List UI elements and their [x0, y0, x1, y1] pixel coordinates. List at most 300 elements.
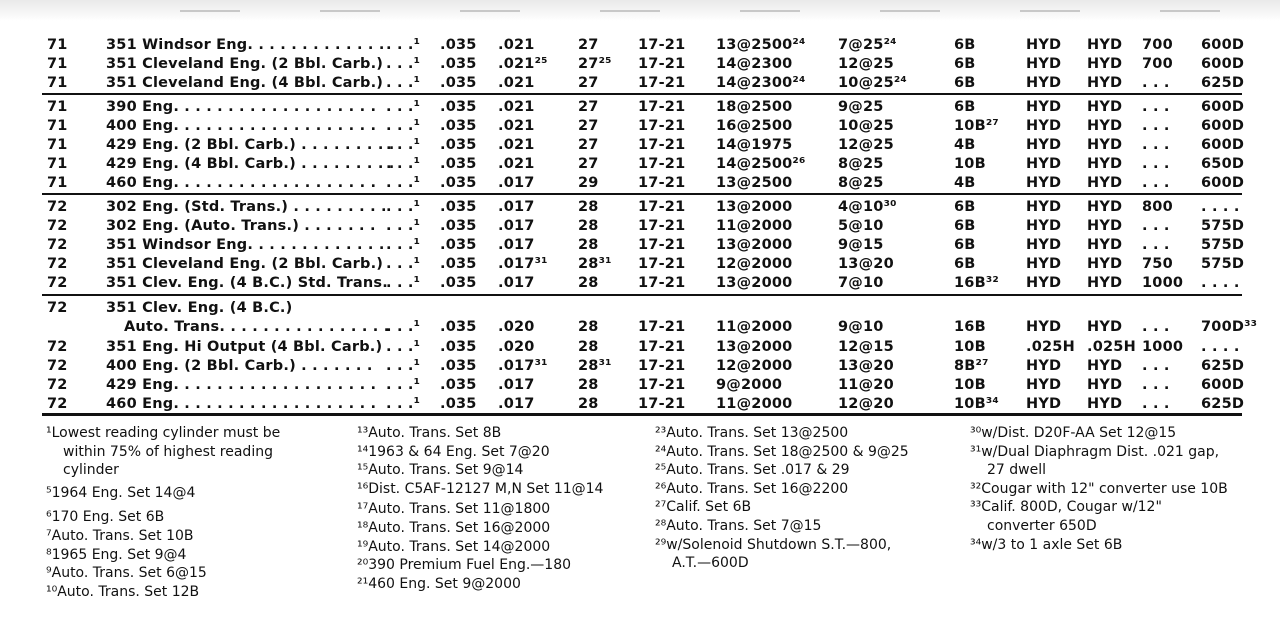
dwell-cell: 27 — [578, 137, 599, 153]
dwell-cell: 27 — [578, 75, 599, 91]
plug-gap-cell: .035 — [440, 137, 477, 153]
idle-drive-cell: 600D — [1201, 137, 1245, 153]
ref-cell: . . .¹ — [386, 56, 421, 72]
idle-drive-cell: 600D — [1201, 37, 1245, 53]
intake-valve-cell: HYD — [1026, 377, 1062, 393]
ref-cell: . . .¹ — [386, 275, 421, 291]
exhaust-valve-cell: .025H — [1087, 339, 1136, 355]
group-divider — [42, 193, 1242, 195]
idle-neutral-cell: 800 — [1142, 199, 1173, 215]
engine-cell: 351 Clev. Eng. (4 B.C.) Std. Trans. — [106, 275, 388, 291]
table-row — [0, 298, 1280, 335]
year-cell: 72 — [47, 300, 68, 316]
timing-cell: 6B — [954, 99, 976, 115]
table-row — [0, 337, 1280, 357]
footnote: ⁶170 Eng. Set 6B — [46, 509, 165, 526]
idle-neutral-cell: . . . — [1142, 75, 1170, 91]
idle-vacuum-cell: 9@15 — [838, 237, 884, 253]
idle-drive-cell: 625D — [1201, 75, 1245, 91]
plug-gap-cell: .035 — [440, 339, 477, 355]
point-gap-cell: .021 — [498, 37, 535, 53]
ref-cell: . . .¹ — [386, 37, 421, 53]
footnote: converter 650D — [987, 517, 1097, 534]
idle-drive-cell: 600D — [1201, 175, 1245, 191]
exhaust-valve-cell: HYD — [1087, 75, 1123, 91]
point-gap-cell: .021 — [498, 137, 535, 153]
page-top-edge — [0, 0, 1280, 30]
vacuum-speed-cell: 12@2000 — [716, 358, 793, 374]
year-cell: 72 — [47, 275, 68, 291]
plug-gap-cell: .035 — [440, 396, 477, 412]
idle-drive-cell: 575D — [1201, 256, 1245, 272]
exhaust-valve-cell: HYD — [1087, 199, 1123, 215]
footnote: ²¹460 Eng. Set 9@2000 — [357, 575, 521, 592]
footnote: ¹⁷Auto. Trans. Set 11@1800 — [357, 501, 551, 518]
idle-neutral-cell: . . . — [1142, 137, 1170, 153]
idle-vacuum-cell: 9@25 — [838, 99, 884, 115]
year-cell: 72 — [47, 218, 68, 234]
amp-cell: 17-21 — [638, 358, 686, 374]
plug-gap-cell: .035 — [440, 99, 477, 115]
vacuum-speed-cell: 13@2000 — [716, 339, 793, 355]
ref-cell: . . .¹ — [386, 156, 421, 172]
amp-cell: 17-21 — [638, 319, 686, 335]
vacuum-speed-cell: 14@2300²⁴ — [716, 75, 806, 91]
engine-cell: 400 Eng. (2 Bbl. Carb.) . . . . . . . — [106, 358, 373, 374]
dwell-cell: 28 — [578, 237, 599, 253]
footnote: ¹³Auto. Trans. Set 8B — [357, 425, 502, 441]
engine-cell: 351 Cleveland Eng. (4 Bbl. Carb.) — [106, 75, 384, 91]
engine-cell: 429 Eng. (2 Bbl. Carb.) . . . . . . . . . — [106, 137, 395, 153]
amp-cell: 17-21 — [638, 377, 686, 393]
footnote: ³⁰w/Dist. D20F-AA Set 12@15 — [970, 425, 1177, 441]
plug-gap-cell: .035 — [440, 275, 477, 291]
vacuum-speed-cell: 9@2000 — [716, 377, 783, 393]
idle-vacuum-cell: 5@10 — [838, 218, 884, 234]
footnote: A.T.—600D — [672, 555, 749, 572]
idle-vacuum-cell: 13@20 — [838, 358, 894, 374]
plug-gap-cell: .035 — [440, 218, 477, 234]
point-gap-cell: .017 — [498, 275, 535, 291]
exhaust-valve-cell: HYD — [1087, 396, 1123, 412]
engine-cell: 400 Eng. . . . . . . . . . . . . . . . . . . — [106, 118, 377, 134]
timing-cell: 6B — [954, 37, 976, 53]
intake-valve-cell: .025H — [1026, 339, 1075, 355]
engine-cell-line2: Auto. Trans. . . . . . . . . . . . . . . . — [124, 319, 390, 335]
amp-cell: 17-21 — [638, 137, 686, 153]
idle-drive-cell: . . . . — [1201, 275, 1240, 291]
ref-cell: . . .¹ — [386, 137, 421, 153]
intake-valve-cell: HYD — [1026, 319, 1062, 335]
dwell-cell: 28 — [578, 339, 599, 355]
ref-cell: . . .¹ — [386, 377, 421, 393]
footnote: ¹⁰Auto. Trans. Set 12B — [46, 583, 200, 600]
footnote: ²³Auto. Trans. Set 13@2500 — [655, 425, 849, 441]
engine-cell: 429 Eng. . . . . . . . . . . . . . . . . . . — [106, 377, 377, 393]
ref-cell: . . .¹ — [386, 339, 421, 355]
point-gap-cell: .021 — [498, 75, 535, 91]
amp-cell: 17-21 — [638, 218, 686, 234]
plug-gap-cell: .035 — [440, 237, 477, 253]
timing-cell: 6B — [954, 75, 976, 91]
amp-cell: 17-21 — [638, 99, 686, 115]
plug-gap-cell: .035 — [440, 156, 477, 172]
plug-gap-cell: .035 — [440, 118, 477, 134]
year-cell: 72 — [47, 256, 68, 272]
table-row — [0, 116, 1280, 136]
idle-drive-cell: 600D — [1201, 377, 1245, 393]
ref-cell: . . .¹ — [386, 319, 421, 335]
intake-valve-cell: HYD — [1026, 218, 1062, 234]
idle-neutral-cell: . . . — [1142, 156, 1170, 172]
year-cell: 72 — [47, 339, 68, 355]
vacuum-speed-cell: 13@2500 — [716, 175, 793, 191]
timing-cell: 6B — [954, 56, 976, 72]
footnote: ¹Lowest reading cylinder must be — [46, 425, 281, 441]
engine-cell: 429 Eng. (4 Bbl. Carb.) . . . . . . . . . — [106, 156, 395, 172]
vacuum-speed-cell: 11@2000 — [716, 319, 793, 335]
engine-cell: 351 Clev. Eng. (4 B.C.) — [106, 300, 293, 316]
timing-cell: 4B — [954, 175, 976, 191]
table-row — [0, 273, 1280, 293]
footnote: ¹⁶Dist. C5AF-12127 M,N Set 11@14 — [357, 480, 604, 497]
dwell-cell: 28³¹ — [578, 358, 612, 374]
footnote: ⁸1965 Eng. Set 9@4 — [46, 546, 187, 563]
exhaust-valve-cell: HYD — [1087, 175, 1123, 191]
idle-drive-cell: . . . . — [1201, 199, 1240, 215]
intake-valve-cell: HYD — [1026, 175, 1062, 191]
timing-cell: 6B — [954, 256, 976, 272]
dwell-cell: 28 — [578, 275, 599, 291]
dwell-cell: 28 — [578, 377, 599, 393]
vacuum-speed-cell: 18@2500 — [716, 99, 793, 115]
intake-valve-cell: HYD — [1026, 156, 1062, 172]
footnote: 27 dwell — [987, 462, 1046, 479]
footnote: ⁷Auto. Trans. Set 10B — [46, 527, 194, 544]
ref-cell: . . .¹ — [386, 237, 421, 253]
dwell-cell: 28 — [578, 218, 599, 234]
ref-cell: . . .¹ — [386, 396, 421, 412]
point-gap-cell: .017 — [498, 199, 535, 215]
idle-vacuum-cell: 9@10 — [838, 319, 884, 335]
ref-cell: . . .¹ — [386, 99, 421, 115]
idle-neutral-cell: 700 — [1142, 56, 1173, 72]
exhaust-valve-cell: HYD — [1087, 377, 1123, 393]
dwell-cell: 27²⁵ — [578, 56, 612, 72]
amp-cell: 17-21 — [638, 56, 686, 72]
point-gap-cell: .017 — [498, 237, 535, 253]
idle-drive-cell: 650D — [1201, 156, 1245, 172]
exhaust-valve-cell: HYD — [1087, 56, 1123, 72]
intake-valve-cell: HYD — [1026, 56, 1062, 72]
timing-cell: 8B²⁷ — [954, 358, 989, 374]
year-cell: 72 — [47, 377, 68, 393]
plug-gap-cell: .035 — [440, 56, 477, 72]
year-cell: 72 — [47, 199, 68, 215]
table-row — [0, 135, 1280, 155]
intake-valve-cell: HYD — [1026, 75, 1062, 91]
exhaust-valve-cell: HYD — [1087, 256, 1123, 272]
vacuum-speed-cell: 14@2500²⁶ — [716, 156, 806, 172]
exhaust-valve-cell: HYD — [1087, 358, 1123, 374]
idle-neutral-cell: . . . — [1142, 358, 1170, 374]
vacuum-speed-cell: 16@2500 — [716, 118, 793, 134]
year-cell: 72 — [47, 358, 68, 374]
amp-cell: 17-21 — [638, 256, 686, 272]
engine-cell: 351 Eng. Hi Output (4 Bbl. Carb.) — [106, 339, 383, 355]
idle-drive-cell: 575D — [1201, 218, 1245, 234]
exhaust-valve-cell: HYD — [1087, 275, 1123, 291]
exhaust-valve-cell: HYD — [1087, 237, 1123, 253]
idle-neutral-cell: . . . — [1142, 118, 1170, 134]
vacuum-speed-cell: 11@2000 — [716, 218, 793, 234]
idle-drive-cell: 600D — [1201, 118, 1245, 134]
plug-gap-cell: .035 — [440, 377, 477, 393]
idle-vacuum-cell: 12@20 — [838, 396, 894, 412]
amp-cell: 17-21 — [638, 339, 686, 355]
intake-valve-cell: HYD — [1026, 137, 1062, 153]
dwell-cell: 29 — [578, 175, 599, 191]
idle-vacuum-cell: 13@20 — [838, 256, 894, 272]
idle-neutral-cell: 750 — [1142, 256, 1173, 272]
year-cell: 71 — [47, 118, 68, 134]
engine-cell: 302 Eng. (Auto. Trans.) . . . . . . . — [106, 218, 376, 234]
dwell-cell: 28 — [578, 396, 599, 412]
dwell-cell: 27 — [578, 156, 599, 172]
ref-cell: . . .¹ — [386, 256, 421, 272]
engine-cell: 460 Eng. . . . . . . . . . . . . . . . . . . — [106, 396, 377, 412]
idle-neutral-cell: 1000 — [1142, 339, 1184, 355]
footnote: ³¹w/Dual Diaphragm Dist. .021 gap, — [970, 443, 1220, 460]
idle-drive-cell: 600D — [1201, 56, 1245, 72]
footnote: ²⁰390 Premium Fuel Eng.—180 — [357, 557, 572, 574]
idle-neutral-cell: . . . — [1142, 319, 1170, 335]
intake-valve-cell: HYD — [1026, 118, 1062, 134]
ref-cell: . . .¹ — [386, 199, 421, 215]
table-row — [0, 73, 1280, 93]
idle-neutral-cell: . . . — [1142, 218, 1170, 234]
footnote: ⁵1964 Eng. Set 14@4 — [46, 484, 196, 501]
ref-cell: . . .¹ — [386, 118, 421, 134]
idle-vacuum-cell: 11@20 — [838, 377, 894, 393]
dwell-cell: 28³¹ — [578, 256, 612, 272]
intake-valve-cell: HYD — [1026, 358, 1062, 374]
idle-drive-cell: 575D — [1201, 237, 1245, 253]
footnote: ¹⁹Auto. Trans. Set 14@2000 — [357, 538, 551, 555]
engine-cell: 460 Eng. . . . . . . . . . . . . . . . . . . — [106, 175, 377, 191]
idle-vacuum-cell: 10@25²⁴ — [838, 75, 907, 91]
intake-valve-cell: HYD — [1026, 275, 1062, 291]
timing-cell: 16B — [954, 319, 986, 335]
idle-neutral-cell: . . . — [1142, 377, 1170, 393]
dwell-cell: 27 — [578, 118, 599, 134]
footnote: ⁹Auto. Trans. Set 6@15 — [46, 565, 207, 582]
vacuum-speed-cell: 13@2000 — [716, 199, 793, 215]
footnote-column-1 — [46, 424, 280, 601]
idle-vacuum-cell: 7@25²⁴ — [838, 37, 897, 53]
idle-vacuum-cell: 12@25 — [838, 137, 894, 153]
table-row — [0, 97, 1280, 117]
intake-valve-cell: HYD — [1026, 237, 1062, 253]
timing-cell: 10B²⁷ — [954, 118, 999, 134]
table-row — [0, 216, 1280, 236]
plug-gap-cell: .035 — [440, 319, 477, 335]
year-cell: 71 — [47, 137, 68, 153]
timing-cell: 6B — [954, 237, 976, 253]
amp-cell: 17-21 — [638, 199, 686, 215]
point-gap-cell: .017 — [498, 377, 535, 393]
timing-cell: 10B — [954, 377, 986, 393]
footnote: ³³Calif. 800D, Cougar w/12" — [970, 499, 1162, 516]
table-row — [0, 356, 1280, 376]
vacuum-speed-cell: 14@1975 — [716, 137, 793, 153]
point-gap-cell: .021 — [498, 99, 535, 115]
vacuum-speed-cell: 11@2000 — [716, 396, 793, 412]
footnote: ²⁵Auto. Trans. Set .017 & 29 — [655, 462, 850, 479]
idle-vacuum-cell: 8@25 — [838, 175, 884, 191]
year-cell: 71 — [47, 37, 68, 53]
exhaust-valve-cell: HYD — [1087, 118, 1123, 134]
point-gap-cell: .017 — [498, 175, 535, 191]
idle-drive-cell: 625D — [1201, 358, 1245, 374]
amp-cell: 17-21 — [638, 75, 686, 91]
plug-gap-cell: .035 — [440, 358, 477, 374]
idle-neutral-cell: 700 — [1142, 37, 1173, 53]
idle-vacuum-cell: 8@25 — [838, 156, 884, 172]
footnote: ¹⁸Auto. Trans. Set 16@2000 — [357, 519, 551, 536]
ref-cell: . . .¹ — [386, 218, 421, 234]
point-gap-cell: .020 — [498, 339, 535, 355]
exhaust-valve-cell: HYD — [1087, 319, 1123, 335]
point-gap-cell: .017³¹ — [498, 358, 548, 374]
footnote-column-3 — [655, 424, 909, 573]
group-divider — [42, 93, 1242, 95]
engine-cell: 351 Cleveland Eng. (2 Bbl. Carb.) — [106, 256, 384, 272]
table-row — [0, 173, 1280, 193]
exhaust-valve-cell: HYD — [1087, 99, 1123, 115]
group-divider — [42, 294, 1242, 296]
dwell-cell: 27 — [578, 37, 599, 53]
point-gap-cell: .017 — [498, 218, 535, 234]
idle-vacuum-cell: 4@10³⁰ — [838, 199, 897, 215]
idle-drive-cell: 625D — [1201, 396, 1245, 412]
amp-cell: 17-21 — [638, 275, 686, 291]
amp-cell: 17-21 — [638, 156, 686, 172]
year-cell: 71 — [47, 56, 68, 72]
table-row — [0, 35, 1280, 55]
intake-valve-cell: HYD — [1026, 396, 1062, 412]
year-cell: 71 — [47, 156, 68, 172]
table-row — [0, 254, 1280, 274]
vacuum-speed-cell: 14@2300 — [716, 56, 793, 72]
idle-vacuum-cell: 10@25 — [838, 118, 894, 134]
table-row — [0, 375, 1280, 395]
intake-valve-cell: HYD — [1026, 199, 1062, 215]
plug-gap-cell: .035 — [440, 175, 477, 191]
plug-gap-cell: .035 — [440, 199, 477, 215]
engine-cell: 351 Windsor Eng. . . . . . . . . . . . . — [106, 37, 385, 53]
amp-cell: 17-21 — [638, 396, 686, 412]
point-gap-cell: .017 — [498, 396, 535, 412]
ref-cell: . . .¹ — [386, 175, 421, 191]
engine-cell: 390 Eng. . . . . . . . . . . . . . . . . . . — [106, 99, 377, 115]
idle-neutral-cell: . . . — [1142, 237, 1170, 253]
idle-neutral-cell: . . . — [1142, 99, 1170, 115]
point-gap-cell: .021²⁵ — [498, 56, 548, 72]
point-gap-cell: .021 — [498, 118, 535, 134]
year-cell: 71 — [47, 99, 68, 115]
table-row — [0, 154, 1280, 174]
vacuum-speed-cell: 12@2000 — [716, 256, 793, 272]
table-row — [0, 197, 1280, 217]
year-cell: 72 — [47, 237, 68, 253]
exhaust-valve-cell: HYD — [1087, 156, 1123, 172]
footnote: ²⁴Auto. Trans. Set 18@2500 & 9@25 — [655, 443, 909, 460]
table-row — [0, 235, 1280, 255]
footnote: cylinder — [63, 462, 119, 479]
footnote: ²⁸Auto. Trans. Set 7@15 — [655, 517, 822, 534]
year-cell: 72 — [47, 396, 68, 412]
idle-vacuum-cell: 12@15 — [838, 339, 894, 355]
amp-cell: 17-21 — [638, 118, 686, 134]
footnote: ²⁷Calif. Set 6B — [655, 499, 752, 516]
timing-cell: 16B³² — [954, 275, 999, 291]
dwell-cell: 28 — [578, 319, 599, 335]
footnote: ³⁴w/3 to 1 axle Set 6B — [970, 536, 1123, 553]
amp-cell: 17-21 — [638, 37, 686, 53]
amp-cell: 17-21 — [638, 175, 686, 191]
year-cell: 71 — [47, 75, 68, 91]
table-row — [0, 394, 1280, 414]
year-cell: 71 — [47, 175, 68, 191]
idle-vacuum-cell: 12@25 — [838, 56, 894, 72]
footnote: ²⁹w/Solenoid Shutdown S.T.—800, — [655, 536, 892, 553]
amp-cell: 17-21 — [638, 237, 686, 253]
point-gap-cell: .020 — [498, 319, 535, 335]
intake-valve-cell: HYD — [1026, 37, 1062, 53]
vacuum-speed-cell: 13@2000 — [716, 275, 793, 291]
dwell-cell: 28 — [578, 199, 599, 215]
exhaust-valve-cell: HYD — [1087, 137, 1123, 153]
engine-cell: 351 Windsor Eng. . . . . . . . . . . . . — [106, 237, 385, 253]
idle-neutral-cell: 1000 — [1142, 275, 1184, 291]
exhaust-valve-cell: HYD — [1087, 218, 1123, 234]
vacuum-speed-cell: 13@2500²⁴ — [716, 37, 806, 53]
footnote: ¹⁵Auto. Trans. Set 9@14 — [357, 462, 524, 479]
dwell-cell: 27 — [578, 99, 599, 115]
footnote-column-4 — [970, 424, 1228, 554]
intake-valve-cell: HYD — [1026, 256, 1062, 272]
table-row — [0, 54, 1280, 74]
timing-cell: 6B — [954, 218, 976, 234]
footnote: within 75% of highest reading — [63, 443, 273, 460]
footnote: ²⁶Auto. Trans. Set 16@2200 — [655, 480, 849, 497]
point-gap-cell: .017³¹ — [498, 256, 548, 272]
idle-neutral-cell: . . . — [1142, 175, 1170, 191]
engine-cell: 302 Eng. (Std. Trans.) . . . . . . . . . — [106, 199, 387, 215]
idle-drive-cell: . . . . — [1201, 339, 1240, 355]
idle-drive-cell: 600D — [1201, 99, 1245, 115]
plug-gap-cell: .035 — [440, 37, 477, 53]
idle-drive-cell: 700D³³ — [1201, 319, 1258, 335]
idle-neutral-cell: . . . — [1142, 396, 1170, 412]
footnote-column-2 — [357, 424, 603, 593]
ref-cell: . . .¹ — [386, 358, 421, 374]
plug-gap-cell: .035 — [440, 75, 477, 91]
timing-cell: 10B — [954, 156, 986, 172]
intake-valve-cell: HYD — [1026, 99, 1062, 115]
engine-cell: 351 Cleveland Eng. (2 Bbl. Carb.) — [106, 56, 384, 72]
